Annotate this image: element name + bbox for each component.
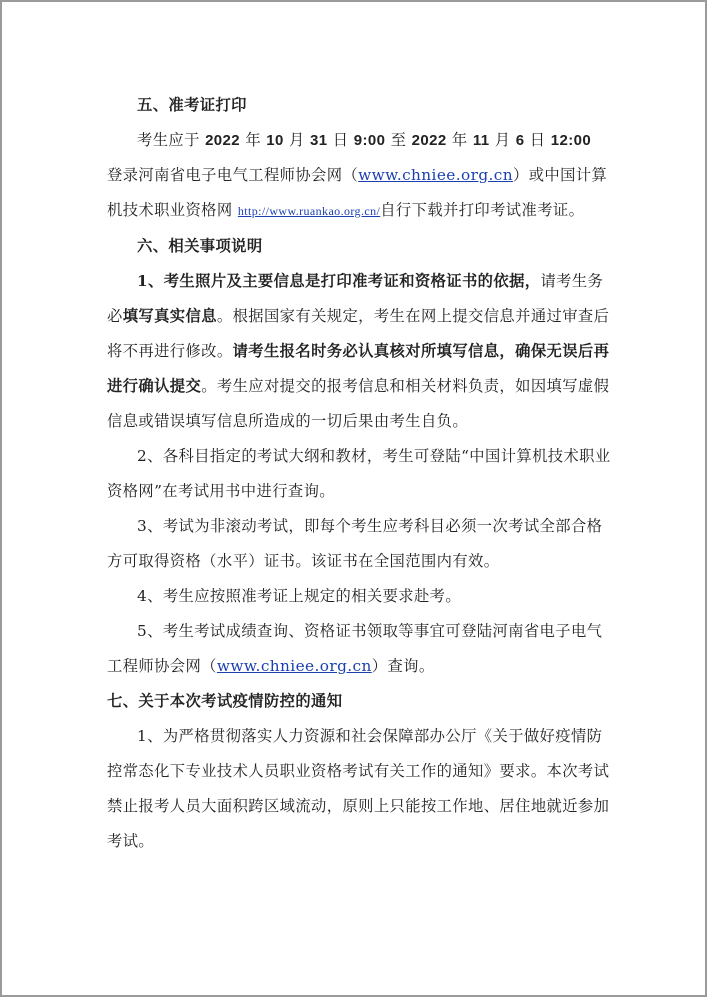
- text: 日: [332, 131, 349, 149]
- text: 。考生应对提交的报考信息和相关材料负责，如因填写虚假信息或错误填写信息所造成的一切后果由考生自负。: [107, 377, 610, 430]
- text: 年: [451, 131, 468, 149]
- text: ）或中国计算机技术职业资格网: [107, 166, 608, 219]
- section-6-item-1: [107, 264, 612, 439]
- bold-text: 填写真实信息: [122, 307, 217, 325]
- bold-text: 请考生报名时务必认真核对所填写信息，确保无误后再进行确认提交: [107, 342, 610, 395]
- date-year: 2022: [205, 132, 241, 149]
- chniee-link[interactable]: www.chniee.org.cn: [216, 657, 372, 675]
- document-body: [107, 88, 612, 859]
- text: 登录河南省电子电气工程师协会网（: [107, 166, 359, 184]
- section-6-item-5: [107, 614, 612, 684]
- date-day: 6: [515, 132, 525, 149]
- text: 5、考生考试成绩查询、资格证书领取等事宜可登陆河南省电子电气工程师协会网（: [107, 622, 603, 675]
- text: 月: [289, 131, 305, 149]
- section-6-heading: 六、相关事项说明: [137, 237, 263, 255]
- chniee-link[interactable]: www.chniee.org.cn: [358, 166, 514, 184]
- section-6-item-2: 2、各科目指定的考试大纲和教材，考生可登陆“中国计算机技术职业资格网”在考试用书中进行查询。: [107, 447, 611, 500]
- time: 9:00: [353, 132, 386, 149]
- text: 年: [245, 131, 262, 149]
- text: ）查询。: [371, 657, 435, 675]
- text: 至: [390, 131, 407, 149]
- date-month: 11: [472, 132, 490, 149]
- section-7-item-1: 1、为严格贯彻落实人力资源和社会保障部办公厅《关于做好疫情防控常态化下专业技术人员职业资格考试有关工作的通知》要求。本次考试禁止报考人员大面积跨区域流动，原则上只能按工作地、居住地就近参加考试。: [107, 727, 610, 850]
- date-day: 31: [310, 132, 328, 149]
- ruankao-link[interactable]: http://www.ruankao.org.cn/: [237, 204, 381, 218]
- text: 自行下载并打印考试准考证。: [380, 201, 585, 219]
- time: 12:00: [550, 132, 592, 149]
- text: 。根据国家有关规定，考生在网上提交信息并通过审查后将不再进行修改。: [107, 307, 610, 360]
- section-5-heading: 五、准考证打印: [137, 96, 247, 114]
- date-year: 2022: [411, 132, 447, 149]
- section-7-heading: 七、关于本次考试疫情防控的通知: [107, 692, 343, 710]
- bold-text: 1、考生照片及主要信息是打印准考证和资格证书的依据，: [137, 272, 541, 290]
- date-month: 10: [266, 132, 284, 149]
- text: 考生应于: [137, 131, 200, 149]
- text: 请考生务必: [107, 272, 604, 325]
- section-6-item-4: 4、考生应按照准考证上规定的相关要求赴考。: [137, 587, 462, 605]
- text: 月: [494, 131, 511, 149]
- text: 日: [529, 131, 546, 149]
- section-5-paragraph: [107, 123, 612, 229]
- section-6-item-3: 3、考试为非滚动考试，即每个考生应考科目必须一次考试全部合格方可取得资格（水平）证书。该证书在全国范围内有效。: [107, 517, 603, 570]
